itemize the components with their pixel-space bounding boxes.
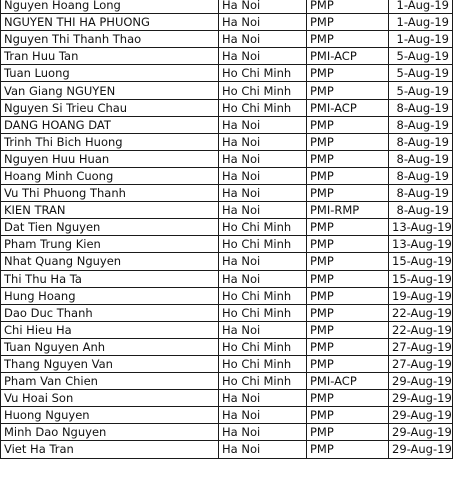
city-cell: Ha Noi [219, 441, 307, 458]
name-cell: Hung Hoang [1, 287, 219, 304]
cert-cell: PMP [307, 287, 389, 304]
city-cell: Ha Noi [219, 424, 307, 441]
table-row [1, 338, 453, 355]
cert-cell: PMP [307, 338, 389, 355]
name-cell: Chi Hieu Ha [1, 321, 219, 338]
city-cell: Ho Chi Minh [219, 287, 307, 304]
date-cell: 1-Aug-19 [389, 14, 453, 31]
table-row [1, 304, 453, 321]
table-row [1, 167, 453, 184]
date-cell: 8-Aug-19 [389, 133, 453, 150]
date-cell: 5-Aug-19 [389, 82, 453, 99]
date-cell: 29-Aug-19 [389, 407, 453, 424]
table-row [1, 373, 453, 390]
city-cell: Ho Chi Minh [219, 236, 307, 253]
date-cell: 19-Aug-19 [389, 287, 453, 304]
cert-cell: PMP [307, 65, 389, 82]
name-cell: Nguyen Thi Thanh Thao [1, 31, 219, 48]
date-cell: 8-Aug-19 [389, 116, 453, 133]
city-cell: Ha Noi [219, 202, 307, 219]
table-row [1, 150, 453, 167]
cert-cell: PMI-RMP [307, 202, 389, 219]
cert-cell: PMP [307, 185, 389, 202]
name-cell: Tuan Luong [1, 65, 219, 82]
table-row [1, 321, 453, 338]
city-cell: Ha Noi [219, 390, 307, 407]
table-row [1, 99, 453, 116]
date-cell: 29-Aug-19 [389, 441, 453, 458]
name-cell: Nhat Quang Nguyen [1, 253, 219, 270]
table-row [1, 202, 453, 219]
name-cell: Nguyen Hoang Long [1, 0, 219, 14]
city-cell: Ha Noi [219, 48, 307, 65]
date-cell: 15-Aug-19 [389, 253, 453, 270]
city-cell: Ho Chi Minh [219, 338, 307, 355]
cert-cell: PMP [307, 14, 389, 31]
name-cell: Hoang Minh Cuong [1, 167, 219, 184]
name-cell: NGUYEN THI HA PHUONG [1, 14, 219, 31]
date-cell: 1-Aug-19 [389, 0, 453, 14]
date-cell: 13-Aug-19 [389, 236, 453, 253]
table-row [1, 253, 453, 270]
date-cell: 5-Aug-19 [389, 65, 453, 82]
table-row [1, 270, 453, 287]
cert-cell: PMP [307, 133, 389, 150]
cert-cell: PMP [307, 304, 389, 321]
date-cell: 1-Aug-19 [389, 31, 453, 48]
city-cell: Ho Chi Minh [219, 82, 307, 99]
name-cell: KIEN TRAN [1, 202, 219, 219]
table-row [1, 65, 453, 82]
cert-cell: PMP [307, 355, 389, 372]
name-cell: Pham Van Chien [1, 373, 219, 390]
cert-cell: PMP [307, 236, 389, 253]
date-cell: 8-Aug-19 [389, 167, 453, 184]
cert-cell: PMI-ACP [307, 48, 389, 65]
city-cell: Ha Noi [219, 133, 307, 150]
name-cell: Tuan Nguyen Anh [1, 338, 219, 355]
city-cell: Ho Chi Minh [219, 304, 307, 321]
name-cell: Dao Duc Thanh [1, 304, 219, 321]
city-cell: Ho Chi Minh [219, 99, 307, 116]
date-cell: 29-Aug-19 [389, 390, 453, 407]
table-row [1, 287, 453, 304]
city-cell: Ho Chi Minh [219, 355, 307, 372]
date-cell: 22-Aug-19 [389, 304, 453, 321]
date-cell: 8-Aug-19 [389, 99, 453, 116]
date-cell: 5-Aug-19 [389, 48, 453, 65]
city-cell: Ha Noi [219, 0, 307, 14]
cert-cell: PMP [307, 321, 389, 338]
date-cell: 13-Aug-19 [389, 219, 453, 236]
cert-cell: PMP [307, 424, 389, 441]
name-cell: Thi Thu Ha Ta [1, 270, 219, 287]
table-row [1, 14, 453, 31]
cert-cell: PMP [307, 253, 389, 270]
table-row [1, 355, 453, 372]
date-cell: 8-Aug-19 [389, 202, 453, 219]
cert-cell: PMP [307, 150, 389, 167]
table-body [1, 0, 453, 458]
cert-cell: PMP [307, 407, 389, 424]
cert-cell: PMP [307, 31, 389, 48]
name-cell: Trinh Thi Bich Huong [1, 133, 219, 150]
name-cell: Tran Huu Tan [1, 48, 219, 65]
name-cell: Van Giang NGUYEN [1, 82, 219, 99]
table-row [1, 116, 453, 133]
city-cell: Ha Noi [219, 270, 307, 287]
table-row [1, 133, 453, 150]
cert-cell: PMP [307, 390, 389, 407]
date-cell: 8-Aug-19 [389, 150, 453, 167]
cert-cell: PMP [307, 116, 389, 133]
name-cell: DANG HOANG DAT [1, 116, 219, 133]
name-cell: Nguyen Huu Huan [1, 150, 219, 167]
cert-cell: PMP [307, 270, 389, 287]
table-row [1, 390, 453, 407]
date-cell: 15-Aug-19 [389, 270, 453, 287]
city-cell: Ha Noi [219, 185, 307, 202]
city-cell: Ha Noi [219, 167, 307, 184]
table-row [1, 441, 453, 458]
table-row [1, 0, 453, 14]
name-cell: Pham Trung Kien [1, 236, 219, 253]
table-row [1, 82, 453, 99]
date-cell: 22-Aug-19 [389, 321, 453, 338]
city-cell: Ha Noi [219, 407, 307, 424]
table-row [1, 407, 453, 424]
cert-cell: PMI-ACP [307, 99, 389, 116]
date-cell: 27-Aug-19 [389, 355, 453, 372]
cert-cell: PMP [307, 167, 389, 184]
table-row [1, 219, 453, 236]
date-cell: 27-Aug-19 [389, 338, 453, 355]
cert-cell: PMP [307, 0, 389, 14]
name-cell: Minh Dao Nguyen [1, 424, 219, 441]
date-cell: 29-Aug-19 [389, 373, 453, 390]
city-cell: Ha Noi [219, 253, 307, 270]
table-row [1, 48, 453, 65]
cert-cell: PMP [307, 219, 389, 236]
table-row [1, 236, 453, 253]
date-cell: 8-Aug-19 [389, 185, 453, 202]
name-cell: Vu Thi Phuong Thanh [1, 185, 219, 202]
cert-cell: PMP [307, 441, 389, 458]
city-cell: Ha Noi [219, 31, 307, 48]
name-cell: Vu Hoai Son [1, 390, 219, 407]
name-cell: Thang Nguyen Van [1, 355, 219, 372]
city-cell: Ho Chi Minh [219, 373, 307, 390]
city-cell: Ha Noi [219, 150, 307, 167]
name-cell: Dat Tien Nguyen [1, 219, 219, 236]
table-row [1, 31, 453, 48]
name-cell: Nguyen Si Trieu Chau [1, 99, 219, 116]
name-cell: Viet Ha Tran [1, 441, 219, 458]
city-cell: Ha Noi [219, 14, 307, 31]
cert-cell: PMI-ACP [307, 373, 389, 390]
city-cell: Ha Noi [219, 321, 307, 338]
city-cell: Ho Chi Minh [219, 219, 307, 236]
table-row [1, 424, 453, 441]
table-row [1, 185, 453, 202]
cert-cell: PMP [307, 82, 389, 99]
name-cell: Huong Nguyen [1, 407, 219, 424]
city-cell: Ho Chi Minh [219, 65, 307, 82]
city-cell: Ha Noi [219, 116, 307, 133]
date-cell: 29-Aug-19 [389, 424, 453, 441]
